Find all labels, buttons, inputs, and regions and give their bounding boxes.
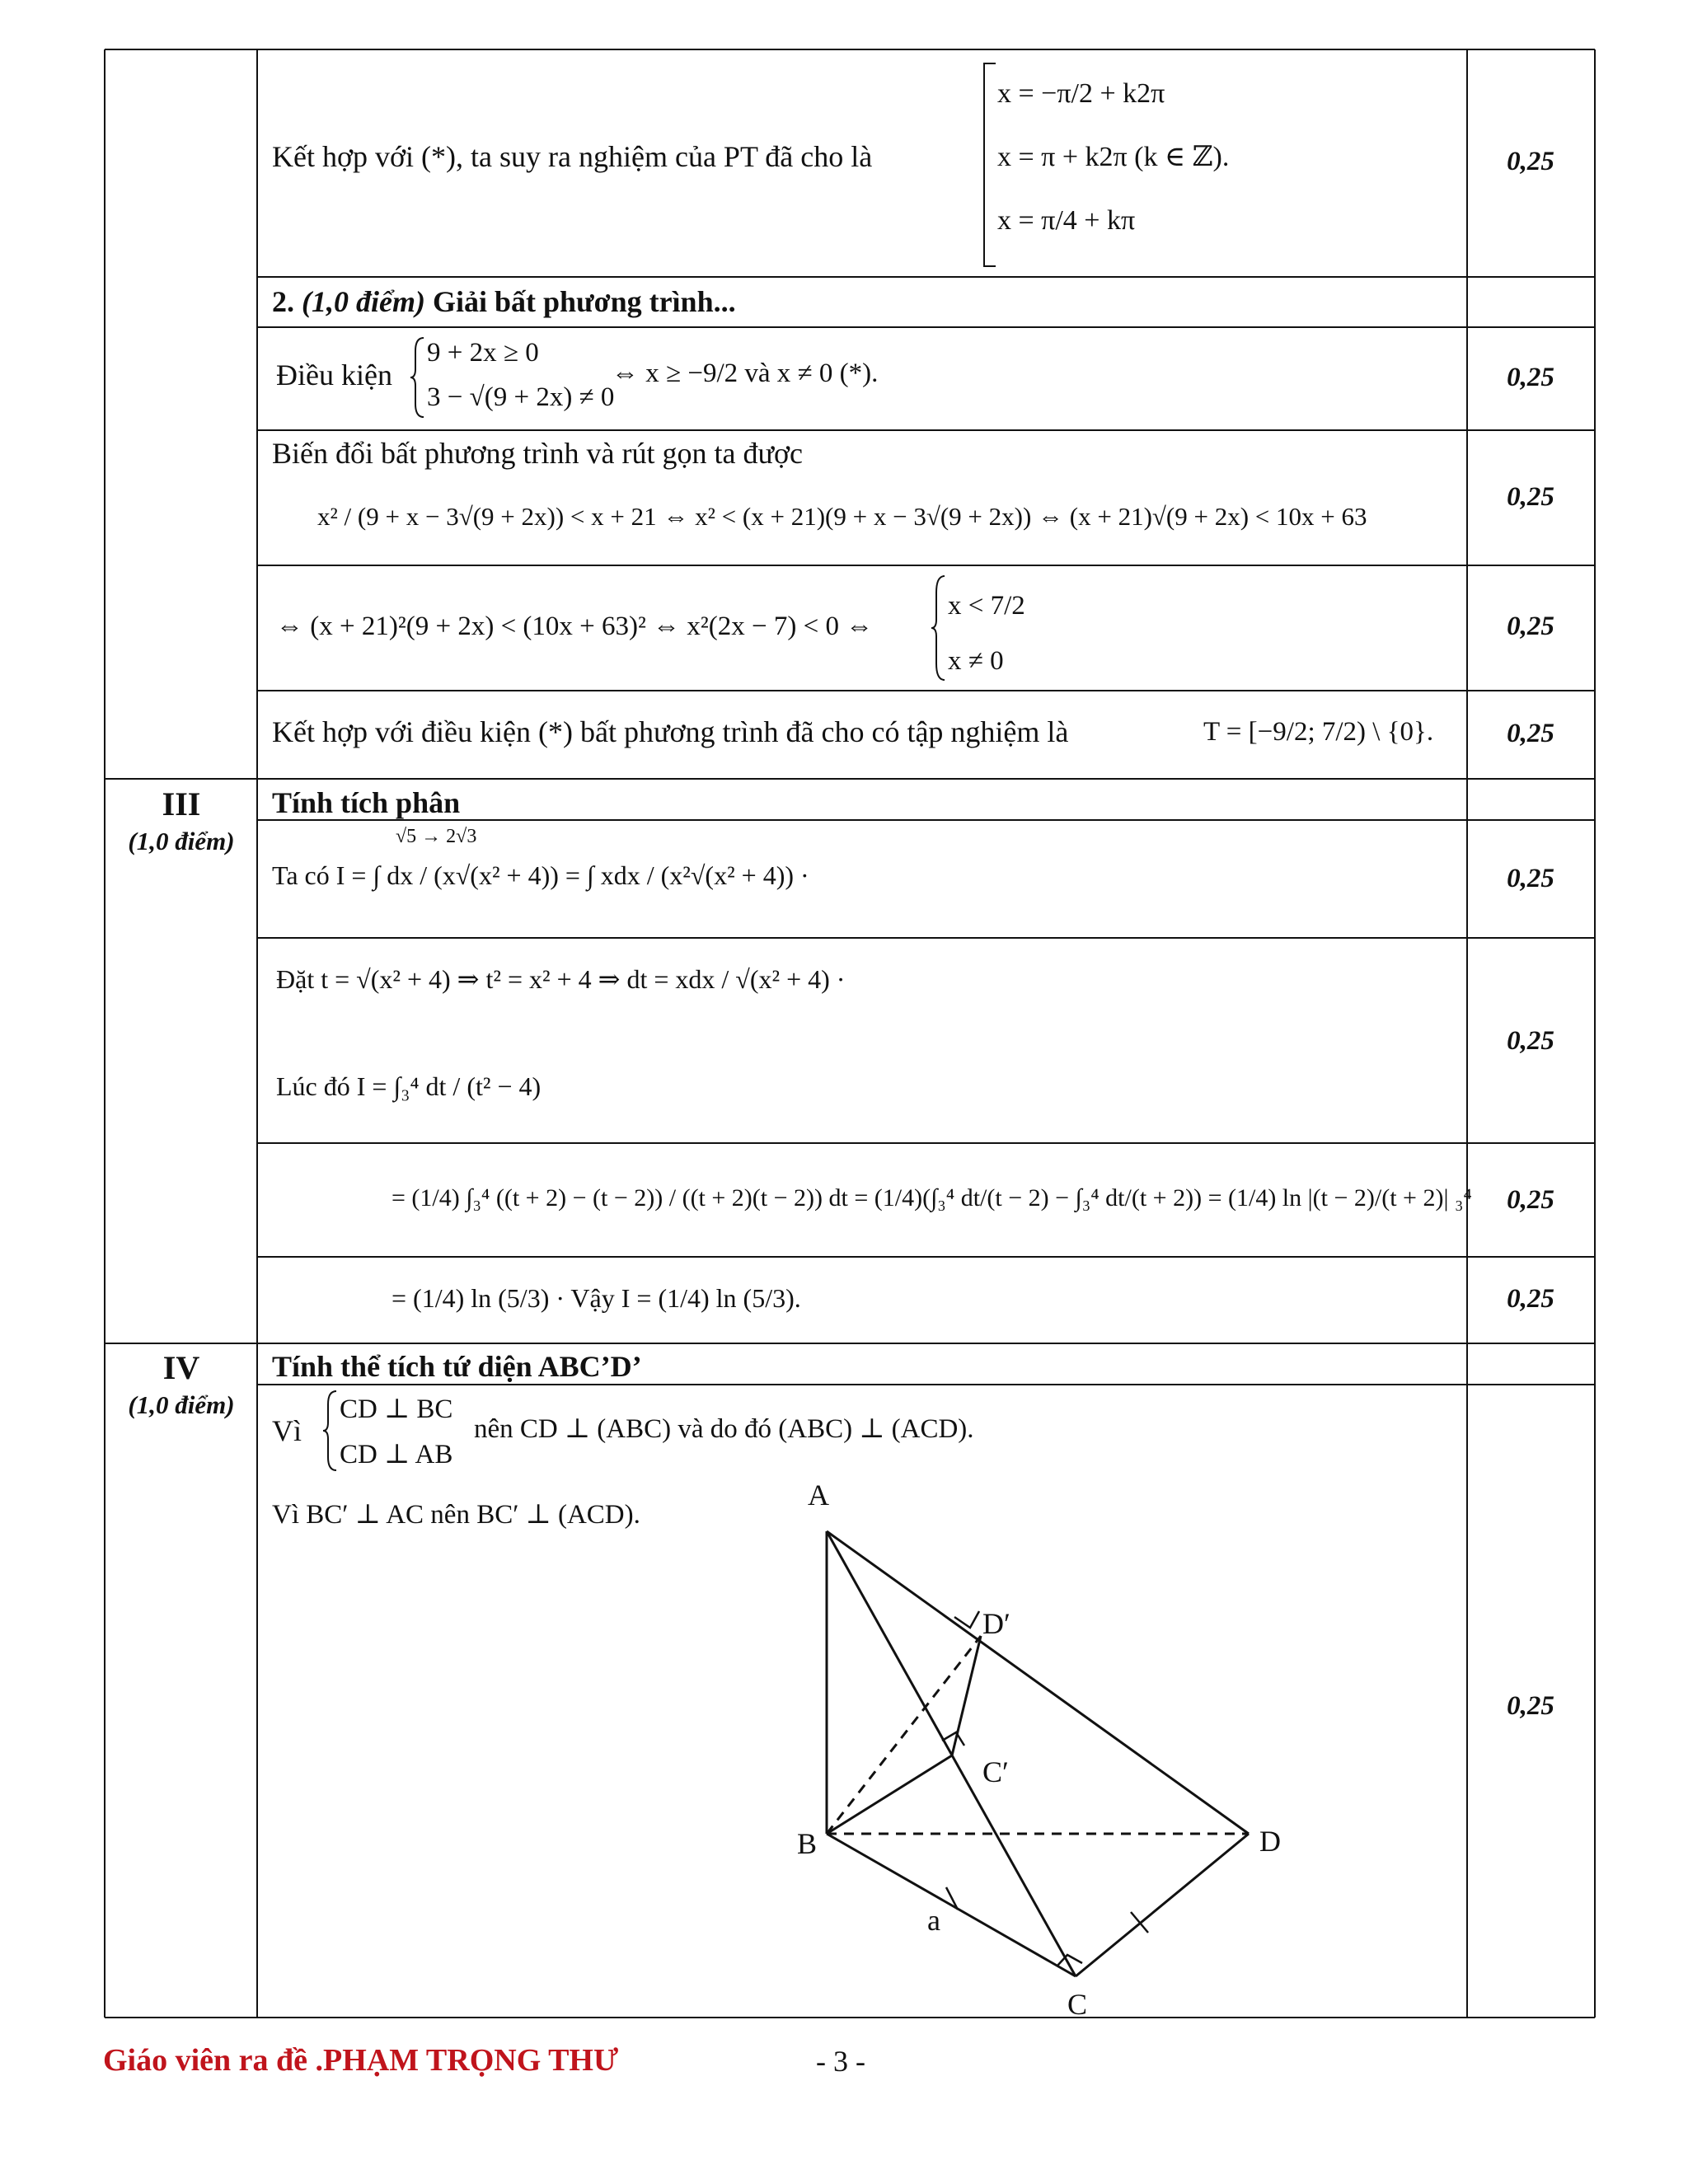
r1-text: Kết hợp với (*), ta suy ra nghiệm của PT đã cho là [272,140,873,173]
part2-title [272,284,736,319]
s3-r2-line2: Lúc đó I = ∫₃⁴ dt / (t² − 4) [276,1071,542,1101]
brace-icon [931,574,946,682]
score-r2: 0,25 [1507,363,1554,392]
label-Cp: C′ [982,1755,1009,1788]
s3-r1-bounds: √5 → 2√3 [396,826,477,847]
score-r1: 0,25 [1507,147,1554,176]
r5-formula: T = [−9/2; 7/2) \ {0}. [1203,717,1434,747]
label-a: a [927,1904,940,1937]
score-r5: 0,25 [1507,719,1554,748]
s3-r2-line1: Đặt t = √(x² + 4) ⇒ t² = x² + 4 ⇒ dt = xdx / √(x² + 4) · [276,964,846,994]
part2-heading: Giải bất phương trình... [432,285,736,318]
r1-case-2: x = π + k2π (k ∈ ℤ). [997,142,1230,172]
label-A: A [808,1479,829,1511]
footer-author: Giáo viên ra đề .PHẠM TRỌNG THƯ [103,2043,619,2078]
brace-icon [410,336,425,419]
r2-label: Điều kiện [276,359,392,391]
label-D: D [1259,1825,1281,1858]
r1-case-3: x = π/4 + kπ [997,205,1136,236]
s3-r3-formula: = (1/4) ∫₃⁴ ((t + 2) − (t − 2)) / ((t + 2)(t − 2)) dt = (1/4)(∫₃⁴ dt/(t − 2) − ∫₃⁴ dt/(t + 2)) = (1/4) ln |(t − 2)/(t + 2)| ₃⁴ [392,1184,1472,1212]
s4-line2: Vì BC′ ⊥ AC nên BC′ ⊥ (ACD). [272,1500,640,1530]
section4-points: (1,0 điểm) [128,1390,235,1419]
r2-sys-2: 3 − √(9 + 2x) ≠ 0 [427,382,615,412]
score-s3-r4: 0,25 [1507,1284,1554,1314]
section3-title: Tính tích phân [272,786,461,819]
s4-sys-2: CD ⊥ AB [340,1440,453,1469]
s3-r4-formula: = (1/4) ln (5/3) · Vậy I = (1/4) ln (5/3). [392,1283,801,1313]
r1-case-1: x = −π/2 + k2π [997,78,1165,109]
s4-vi-1: Vì [272,1414,302,1447]
section4-label [107,1348,256,1420]
label-C: C [1067,1988,1088,2021]
brace-icon [323,1390,338,1472]
section4-roman: IV [162,1349,200,1386]
score-r4: 0,25 [1507,612,1554,641]
r5-text: Kết hợp với điều kiện (*) bất phương trình đã cho có tập nghiệm là [272,715,1069,748]
r2-result: ⇔ x ≥ −9/2 và x ≠ 0 (*). [612,359,879,388]
r1-cases [981,62,1278,268]
page-number: - 3 - [816,2045,865,2078]
score-s3-r1: 0,25 [1507,864,1554,893]
r4-formula: ⇔ (x + 21)²(9 + 2x) < (10x + 63)² ⇔ x²(2x − 7) < 0 ⇔ [276,612,874,641]
section3-roman: III [162,785,201,823]
label-Dp: D′ [982,1607,1010,1640]
part2-points: (1,0 điểm) [302,285,425,318]
s3-r1-formula: Ta có I = ∫ dx / (x√(x² + 4)) = ∫ xdx / (x²√(x² + 4)) · [272,860,809,890]
section3-label [107,785,256,856]
part2-number: 2. [272,285,294,318]
score-s3-r3: 0,25 [1507,1185,1554,1215]
section3-points: (1,0 điểm) [128,827,235,855]
score-r3: 0,25 [1507,482,1554,512]
r4-sys-1: x < 7/2 [948,591,1025,621]
score-s3-r2: 0,25 [1507,1026,1554,1056]
r4-sys-2: x ≠ 0 [948,646,1004,676]
r3-formula: x² / (9 + x − 3√(9 + 2x)) < x + 21 ⇔ x² < (x + 21)(9 + x − 3√(9 + 2x)) ⇔ (x + 21)√(9 + 2x) < 10x + 63 [317,502,1367,531]
bracket-icon [981,62,999,268]
r3-text: Biến đổi bất phương trình và rút gọn ta được [272,437,803,470]
label-B: B [797,1827,818,1860]
section4-title: Tính thể tích tứ diện ABC’D’ [272,1350,642,1383]
score-s4: 0,25 [1507,1691,1554,1721]
r2-sys-1: 9 + 2x ≥ 0 [427,338,539,368]
s4-sys-1: CD ⊥ BC [340,1394,453,1424]
s4-line1: nên CD ⊥ (ABC) và do đó (ABC) ⊥ (ACD). [474,1414,974,1444]
